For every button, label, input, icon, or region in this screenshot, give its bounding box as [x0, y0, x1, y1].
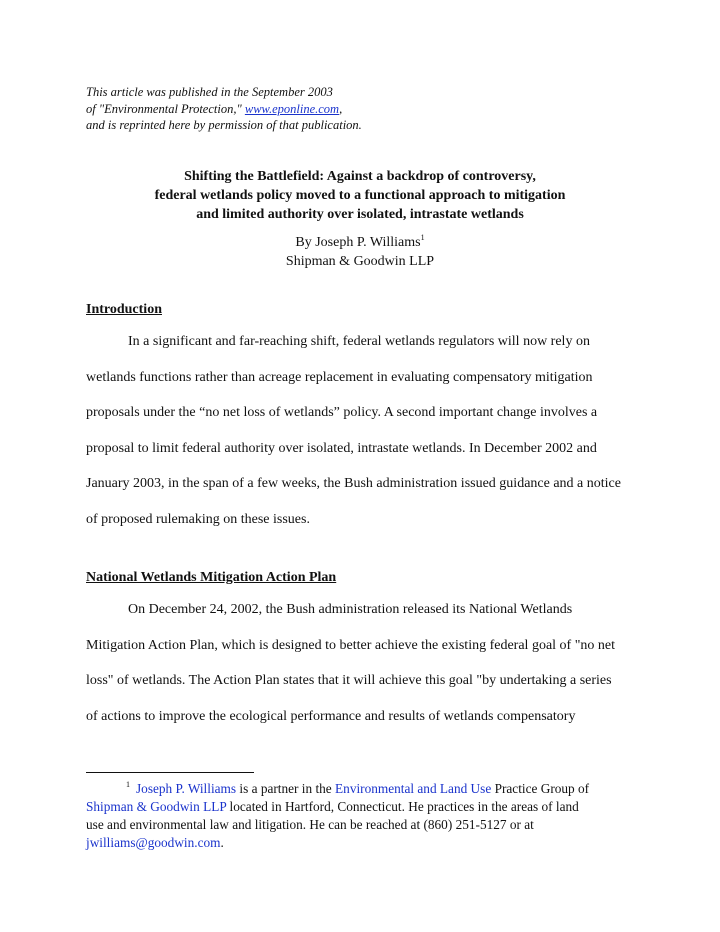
paragraph-line: Mitigation Action Plan, which is designed to better achieve the existing federal goal of "no net	[86, 637, 616, 653]
byline	[86, 233, 634, 271]
eponline-link[interactable]: www.eponline.com	[244, 101, 340, 116]
mitigation-plan-paragraph	[86, 602, 638, 744]
footnote-line: use and environmental law and litigation. He can be reached at (860) 251-5127 or at	[86, 817, 534, 832]
introduction-paragraph	[86, 334, 638, 547]
mitigation-plan-heading: National Wetlands Mitigation Action Plan	[86, 570, 337, 585]
introduction-heading: Introduction	[86, 302, 162, 317]
paragraph-line: proposal to limit federal authority over isolated, intrastate wetlands. In December 2002 and	[86, 440, 597, 456]
publication-note-line: and is reprinted here by permission of that publication.	[86, 118, 362, 132]
title-line: federal wetlands policy moved to a functional approach to mitigation	[154, 188, 566, 203]
footnote-text: .	[220, 835, 224, 850]
publication-note-text: ,	[339, 101, 343, 116]
author-firm: Shipman & Goodwin LLP	[285, 254, 435, 269]
paragraph-line: wetlands functions rather than acreage replacement in evaluating compensatory mitigation	[86, 369, 593, 385]
footnote-text: Practice Group of	[491, 781, 590, 796]
title-line: and limited authority over isolated, intrastate wetlands	[196, 207, 524, 222]
title-line: Shifting the Battlefield: Against a backdrop of controversy,	[184, 169, 536, 184]
footnote-ref[interactable]: 1	[420, 233, 425, 242]
paragraph-line: loss" of wetlands. The Action Plan states that it will achieve this goal "by undertaking a series	[86, 673, 612, 688]
footnote-mark: 1	[126, 780, 130, 789]
footnote	[86, 780, 646, 852]
paragraph-line: of actions to improve the ecological performance and results of wetlands compensatory	[86, 708, 576, 724]
publication-note-line	[86, 101, 362, 118]
footnote-text: located in Hartford, Connecticut. He practices in the areas of land	[226, 799, 579, 814]
footnote-line	[86, 780, 646, 798]
footnote-line	[86, 798, 646, 816]
author-line	[86, 233, 634, 252]
practice-group-link[interactable]: Environmental and Land Use	[335, 781, 492, 796]
footnote-divider	[86, 772, 254, 773]
paragraph-line: proposals under the “no net loss of wetlands” policy. A second important change involves a	[86, 405, 598, 420]
paragraph-line: In a significant and far-reaching shift, federal wetlands regulators will now rely on	[128, 334, 590, 349]
author-link[interactable]: Joseph P. Williams	[136, 781, 237, 796]
paragraph-line: On December 24, 2002, the Bush administration released its National Wetlands	[128, 602, 573, 617]
publication-note	[86, 84, 362, 134]
footnote-line	[86, 834, 646, 852]
publication-note-text: of "Environmental Protection,"	[86, 101, 245, 116]
footnote-text: is a partner in the	[236, 781, 336, 796]
author-name: By Joseph P. Williams	[295, 235, 421, 250]
paragraph-line: January 2003, in the span of a few weeks, the Bush administration issued guidance and a notice	[86, 476, 621, 491]
firm-link[interactable]: Shipman & Goodwin LLP	[86, 799, 227, 814]
paragraph-line: of proposed rulemaking on these issues.	[86, 511, 310, 527]
publication-note-line: This article was published in the September 2003	[86, 85, 333, 99]
article-title	[86, 167, 634, 224]
email-link[interactable]: jwilliams@goodwin.com	[86, 835, 221, 850]
